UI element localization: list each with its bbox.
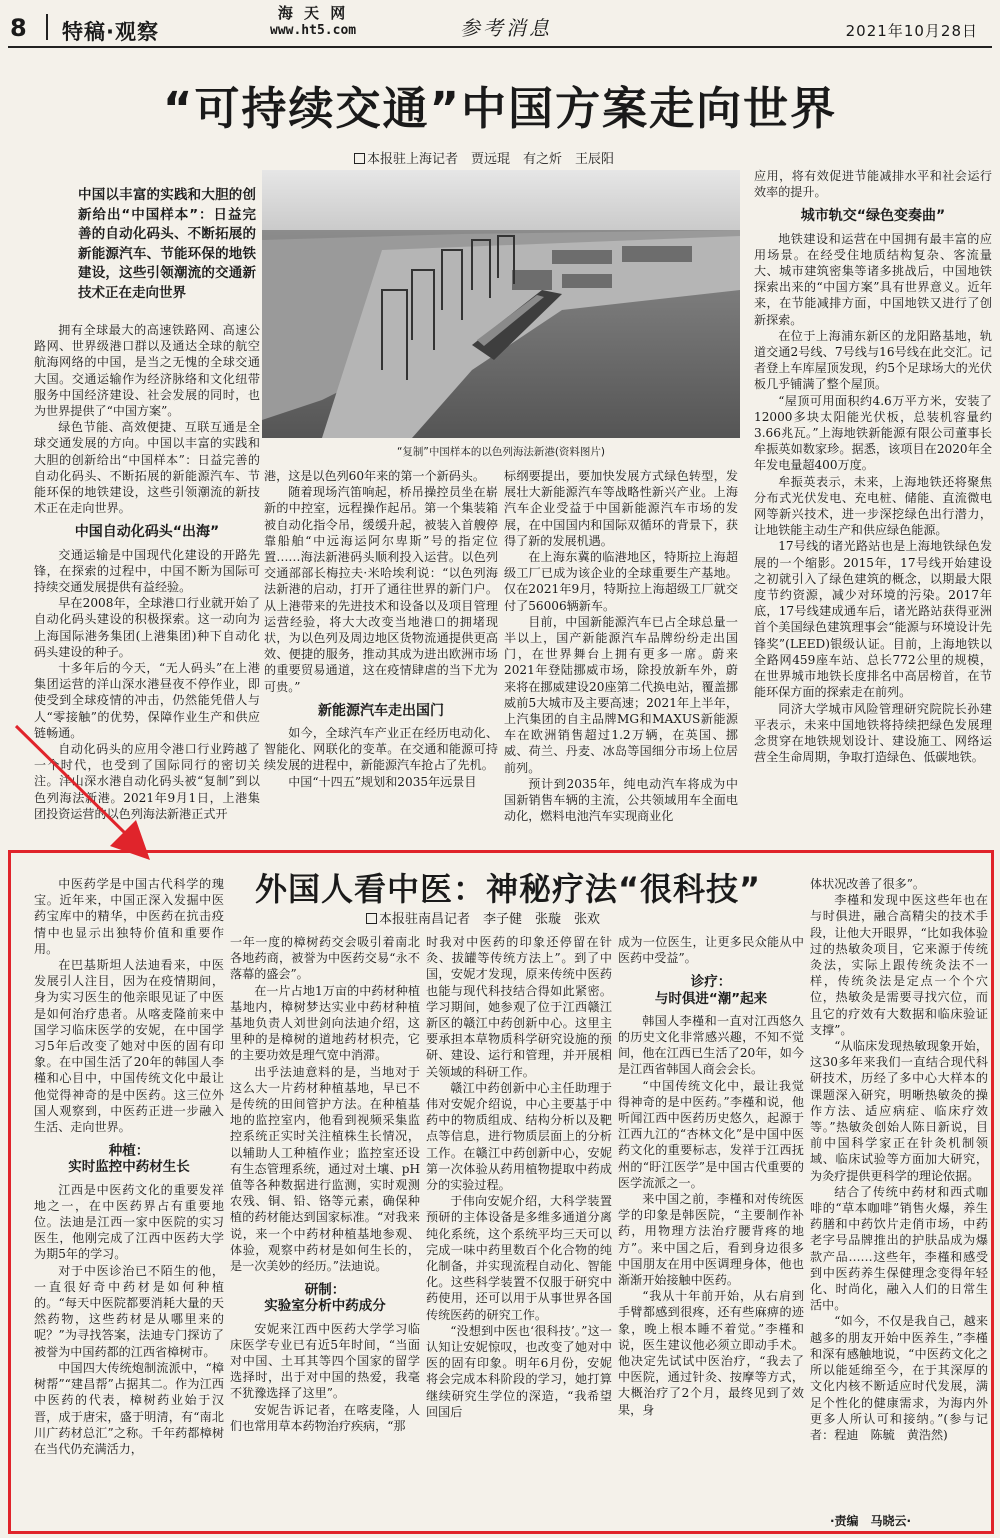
- header-rule: [8, 46, 992, 48]
- article2-column3: [426, 934, 612, 1530]
- header-divider: [46, 14, 48, 40]
- paragraph: “中国传统文化中，最让我觉得神奇的是中医药。”李槿和说，他听闻江西中医药历史悠久，起源于江西九江的“杏林文化”是中国中医药文化的重要标志，发祥于江西抚州的“盱江医学”是中国古代重要的医学流派之一。: [618, 1078, 804, 1190]
- paragraph: 体状况改善了很多”。: [810, 877, 926, 891]
- paragraph: “我从十年前开始，从右肩到手臂都感到很疼，还有些麻痹的迹象，晚上根本睡不着觉。”李槿和说，医生建议他必须立即动手术。他决定先试试中医治疗，“我去了中医院，通过针灸、按摩等方式，大概治疗了2个月，最终见到了效果，身: [618, 1289, 804, 1417]
- article2-column5: [810, 876, 988, 1512]
- paragraph: 如今，全球汽车产业正在经历电动化、智能化、网联化的变革。在交通和能源可持续发展的进程中，新能源汽车抢占了先机。: [264, 726, 498, 773]
- paragraph: 在一片占地1万亩的中药材种植基地内，樟树梦达实业中药材种植基地负责人刘世剑向法迪介绍，这里种的是樟树的道地药材枳壳，它的主要功效是理气宽中消滞。: [230, 983, 420, 1063]
- port-photo: [262, 170, 740, 438]
- subhead-port: 中国自动化码头“出海”: [74, 524, 220, 541]
- section-name: 特稿·观察: [62, 20, 159, 44]
- paragraph: “没想到中医也‘很科技’。”这一认知让安妮惊叹，也改变了她对中医的固有印象。明年6月份，安妮将会完成本科阶段的学习，她打算继续研究生学位的深造，“我希望回国后: [426, 1323, 612, 1419]
- subhead-treatment: 与时俱进“潮”起来: [654, 990, 768, 1007]
- article2-byline: [366, 908, 600, 927]
- article2-column1: [34, 876, 224, 1530]
- paragraph: 地铁建设和运营在中国拥有最丰富的应用场景。在经受住地质结构复杂、客流量大、城市建筑密集等诸多挑战后，中国地铁探索出来的“中国方案”具有世界意义。近年来，在节能减排方面，中国地铁又进行了创新探索。: [754, 231, 992, 327]
- byline-box-icon: [354, 153, 365, 164]
- article1-lead: 中国以丰富的实践和大胆的创新给出“中国样本”：日益完善的自动化码头、不断拓展的新能源汽车、节能环保的地铁建设，这些引领潮流的交通新技术正在走向世界: [78, 187, 256, 301]
- article2-column2: [230, 934, 420, 1530]
- paragraph: 同济大学城市风险管理研究院院长孙建平表示，未来中国地铁将持续把绿色发展理念贯穿在地铁规划设计、建设施工、网络运营全生命周期，争取打造绿色、低碳地铁。: [754, 701, 992, 765]
- site-url: www.ht5.com: [270, 23, 357, 38]
- subhead-research-label: 研制：: [304, 1282, 346, 1299]
- paragraph: 目前，中国新能源汽车已占全球总量一半以上，国产新能源汽车品牌纷纷走出国门，在世界舞台上拥有更多一席。蔚来2021年登陆挪威市场，除投放新车外，蔚来将在挪威建设20座第二代换电站，覆盖挪威前5大城市及主要高速；2021年上半年，上汽集团的自主品牌MG和MAXUS新能源车在欧洲销售超过1.2万辆，在英国、挪威、荷兰、丹麦、冰岛等国细分市场上位居前列。: [504, 614, 738, 775]
- paragraph: 牟振英表示，未来，上海地铁还将聚焦分布式光伏发电、充电桩、储能、直流微电网等新兴技术，进一步深挖绿色出行潜力，让地铁能主动生产和供应绿色能源。: [754, 474, 992, 538]
- paragraph: 时我对中医药的印象还停留在针灸、拔罐等传统方法上”。到了中国，安妮才发现，原来传统中医药也能与现代科技结合得如此紧密。学习期间，她参观了位于江西赣江新区的赣江中药创新中心。这里主要承担本草物质科学研究设施的预研、建设、运行和管理，并开展相关领域的科研工作。: [426, 935, 612, 1079]
- article2-column4: [618, 934, 804, 1530]
- paragraph: 安妮告诉记者，在喀麦隆，人们也常用草本药物治疗疾病，“那: [230, 1402, 420, 1433]
- site-name: 海 天 网: [277, 4, 349, 22]
- subhead-treatment-label: 诊疗：: [690, 974, 732, 991]
- site-watermark: [270, 4, 356, 40]
- paragraph: 十多年后的今天，“无人码头”在上港集团运营的洋山深水港昼夜不停作业，即使受到全球疫情的冲击，仍然能凭借人与人“零接触”的优势，保障作业生产和供应链畅通。: [34, 661, 260, 740]
- subhead-planting: 实时监控中药材生长: [68, 1159, 190, 1176]
- paragraph: 绿色节能、高效便捷、互联互通是全球交通发展的方向。中国以丰富的实践和大胆的创新给出“中国样本”：日益完善的自动化码头、不断拓展的新能源汽车、节能环保的地铁建设，这些引领潮流的新技术正在走向世界。: [34, 420, 260, 516]
- photo-caption: “复制”中国样本的以色列海法新港(资料图片): [396, 446, 606, 458]
- paragraph: 一年一度的樟树药交会吸引着南北各地药商，被誉为中医药交易“永不落幕的盛会”。: [230, 935, 420, 982]
- paragraph: 江西是中医药文化的重要发祥地之一，在中医药界占有重要地位。法迪是江西一家中医院的实习医生，他刚完成了江西中医药大学为期5年的学习。: [34, 1182, 224, 1262]
- article1-column2: [264, 468, 498, 842]
- paragraph: 安妮来江西中医药大学学习临床医学专业已有近5年时间，“当面对中国、土耳其等四个国家的留学选择时，出于对中国的热爱，我毫不犹豫选择了这里”。: [230, 1321, 420, 1401]
- issue-date: 2021年10月28日: [845, 22, 978, 40]
- paragraph: 韩国人李槿和一直对江西悠久的历史文化非常感兴趣，不知不觉间，他在江西已生活了20年，如今是江西省韩国人商会会长。: [618, 1013, 804, 1077]
- paragraph: 中国四大传统炮制流派中，“樟树帮”“建昌帮”占据其二。作为江西中医药的代表，樟树药业始于汉晋，成于唐宋，盛于明清，有“南北川广药材总汇”之称。千年药都樟树在当代仍充满活力，: [34, 1360, 224, 1456]
- paragraph: 交通运输是中国现代化建设的开路先锋，在探索的过程中，中国不断为国际可持续交通发展提供有益经验。: [34, 547, 260, 595]
- subhead-ev: 新能源汽车走出国门: [318, 702, 444, 719]
- subhead-metro: 城市轨交“绿色变奏曲”: [800, 208, 946, 225]
- paragraph: “屋顶可用面积约4.6万平方米，安装了12000多块太阳能光伏板，总装机容量约3.66兆瓦。”上海地铁新能源有限公司董事长牟振英如数家珍。据悉，该项目在2020年全年发电量超400万度。: [754, 393, 992, 473]
- article1-column4: [754, 168, 992, 844]
- article1-byline: [354, 148, 614, 167]
- article1-column3: [504, 468, 738, 842]
- paragraph: 成为一位医生，让更多民众能从中医药中受益”。: [618, 935, 804, 966]
- paragraph: 在巴基斯坦人法迪看来，中医发展引人注目，因为在疫情期间，身为实习医生的他亲眼见证了中医是如何治疗患者。从喀麦隆前来中国学习临床医学的安妮，在中国学习5年后改变了她对中医的固有印象。在中国生活了20年的韩国人李槿和心目中，中国传统文化中最让他觉得神奇的是中医药。这三位外国人观察到，中医药正进一步融入生活、走向世界。: [34, 958, 224, 1135]
- article1-byline-text: 本报驻上海记者 贾远琨 有之炘 王辰阳: [367, 152, 615, 167]
- paragraph: 中国“十四五”规划和2035年远景目: [288, 774, 477, 789]
- paragraph: 李槿和发现中医这些年也在与时俱进，融合高精尖的技术手段，让他大开眼界，“比如我体验过的热敏灸项目，它来源于传统灸法，实际上跟传统灸法不一样，传统灸法是定点一个个穴位，热敏灸是需要寻找穴位，而且它的疗效有大数据和临床验证支撑”。: [810, 893, 988, 1037]
- paragraph: 拥有全球最大的高速铁路网、高速公路网、世界级港口群以及通达全球的航空航海网络的中国，是当之无愧的全球交通大国。交通运输作为经济脉络和文化纽带服务中国经济建设、社会发展的同时，也为世界提供了“中国方案”。: [34, 323, 260, 419]
- paragraph: 自动化码头的应用令港口行业跨越了一个时代，也受到了国际同行的密切关注。洋山深水港自动化码头被“复制”到以色列海法新港。2021年9月1日，上港集团投资运营的以色列海法新港正式开: [34, 742, 260, 821]
- article2-title: 外国人看中医：神秘疗法“很科技”: [254, 870, 762, 908]
- paragraph: 在上海东冀的临港地区，特斯拉上海超级工厂已成为该企业的全球重要生产基地。仅在2021年9月，特斯拉上海超级工厂就交付了56006辆新车。: [504, 550, 738, 613]
- paragraph: 随着现场汽笛响起，桥吊操控员坐在崭新的中控室，远程操作起吊。第一个集装箱被自动化指令吊，缓缓升起，被装入首艘停靠船舶“中远海运阿尔卑斯”号的指定位置……海法新港码头顺利投入运营。以色列交通部部长梅拉夫·米哈埃利说：“以色列海法新港的启动，打开了通往世界的新门户。从上港带来的先进技术和设备以及项目管理运营经验，将大大改变当地港口的拥堵现状，为以色列及周边地区货物流通提供更高效、便捷的服务，推动其成为进出欧洲市场的重要贸易通道，这在疫情肆虐的当下尤为可贵。”: [264, 485, 498, 694]
- paragraph: 出乎法迪意料的是，当地对于这么大一片药材种植基地，早已不是传统的田间管护方法。在种植基地的监控室内，他看到视频采集监控系统正实时关注植株生长情况，以辅助人工种植作业；监控室还设有生态管理系统，通过对土壤、pH值等各种数据进行监测，实时观测农残、铜、铅、铬等元素，确保种植的药材能达到国家标准。“对我来说，来一个中药材种植基地参观、体验，观察中药材是如何生长的，是一次美妙的经历。”法迪说。: [230, 1064, 420, 1274]
- byline-box-icon: [366, 913, 377, 924]
- paragraph: 标纲要提出，要加快发展方式绿色转型，发展壮大新能源汽车等战略性新兴产业。上海汽车企业受益于中国新能源汽车市场的发展，在中国国内和国际双循环的背景下，获得了新的发展机遇。: [504, 469, 738, 548]
- paragraph: 17号线的诸光路站也是上海地铁绿色发展的一个缩影。2015年，17号线开始建设之初就引入了绿色建筑的概念，以期最大限度节约资源，减少对环境的污染。2017年底，17号线建成通车后，诸光路站获得亚洲首个美国绿色建筑理事会“能源与环境设计先锋奖”(LEED)银级认证。目前，上海地铁以全路网459座车站、总长772公里的规模，在世界城市地铁长度排名中高居榜首，在节能环保方面的探索走在前列。: [754, 539, 992, 700]
- paragraph: 应用，将有效促进节能减排水平和社会运行效率的提升。: [754, 169, 992, 200]
- paragraph: 来中国之前，李槿和对传统医学的印象是韩医院，“主要制作补药，用物理方法治疗腰背疼的地方”。来中国之后，看到身边很多中国朋友在用中医调理身体，他也渐渐开始接触中医药。: [618, 1192, 804, 1288]
- port-photo-illustration: [262, 170, 740, 438]
- paragraph: 港，这是以色列60年来的第一个新码头。: [264, 469, 485, 483]
- paragraph: 早在2008年，全球港口行业就开始了自动化码头建设的积极探索。这一动向为上海国际港务集团(上港集团)种下自动化码头建设的种子。: [34, 596, 260, 659]
- editor-credit: ·责编 马晓云·: [830, 1514, 912, 1528]
- subhead-planting-label: 种植：: [108, 1143, 150, 1160]
- paragraph: 预计到2035年，纯电动汽车将成为中国新销售车辆的主流，公共领域用车全面电动化，燃料电池汽车实现商业化: [504, 776, 738, 824]
- paragraph: 对于中医诊治已不陌生的他，一直很好奇中药材是如何种植的。“每天中医院都要消耗大量的天然药物，这些药材是从哪里来的呢？”为寻找答案，法迪专门探访了被誉为中国药都的江西省樟树市。: [34, 1263, 224, 1359]
- paragraph: “如今，不仅是我自己，越来越多的朋友开始中医养生，”李槿和深有感触地说，“中医药文化之所以能延绵至今，在于其深厚的文化内核不断适应时代发展，满足个性化的健康需求，为海内外更多人所认可和接纳。”(参与记者：程迪 陈毓 黄浩然): [810, 1314, 988, 1442]
- subhead-research: 实验室分析中药成分: [264, 1298, 386, 1315]
- paragraph: “从临床发现热敏现象开始，这30多年来我们一直结合现代科研技术，历经了多中心大样本的课题深入研究，明晰热敏灸的操作方法、适应病症、临床疗效等。”热敏灸创始人陈日新说，目前中国科学家正在针灸机制领域、临床试验等方面加大研究，为灸疗提供更科学的理论依据。: [810, 1039, 988, 1183]
- page-number: 8: [10, 14, 27, 42]
- paragraph: 中医药学是中国古代科学的瑰宝。近年来，中国正深入发掘中医药宝库中的精华，中医药在抗击疫情中也显示出独特价值和重要作用。: [34, 877, 224, 956]
- paragraph: 赣江中药创新中心主任助理于伟对安妮介绍说，中心主要基于中药中的物质组成、结构分析以及靶点等信息，进行物质层面上的分析工作。在赣江中药创新中心，安妮第一次体验从药用植物提取中药成分的实验过程。: [426, 1080, 612, 1193]
- paragraph: 于伟向安妮介绍，大科学装置预研的主体设备是多维多通道分离纯化系统，这个系统平均三天可以完成一味中药里数百个化合物的纯化制备，并实现流程自动化、智能化。这些科学装置不仅服于研究中药使用，还可以用于从事世界各国传统医药的研究工作。: [426, 1194, 612, 1322]
- paragraph: 结合了传统中药材和西式咖啡的“草本咖啡”销售火爆，养生药膳和中药饮片走俏市场，中药老字号品牌推出的护肤品成为爆款产品……这些年，李槿和感受到中医药养生保健理念变得年轻化、时尚化，融入人们的日常生活中。: [810, 1184, 988, 1313]
- article1-title: “可持续交通”中国方案走向世界: [162, 82, 838, 135]
- red-arrow-icon: [10, 720, 160, 870]
- paragraph: 在位于上海浦东新区的龙阳路基地，轨道交通2号线、7号线与16号线在此交汇。记者登上车库屋顶发现，约5个足球场大的光伏板几乎铺满了整个屋顶。: [754, 328, 992, 392]
- article2-byline-text: 本报驻南昌记者 李子健 张璇 张欢: [379, 912, 601, 927]
- paper-logo: 参考消息: [460, 16, 552, 40]
